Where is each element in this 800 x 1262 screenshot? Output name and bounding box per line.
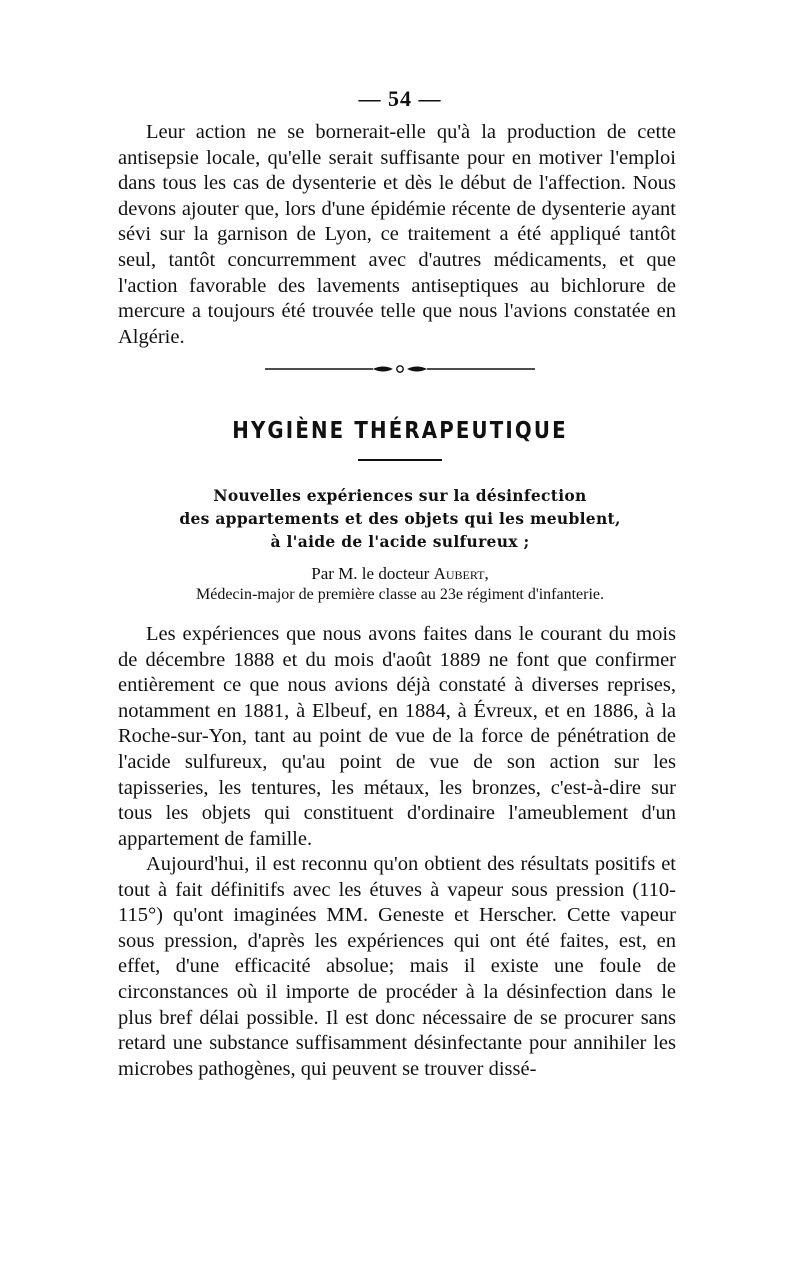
- fleuron-divider: [265, 362, 535, 376]
- article-subtitle-line-1: Nouvelles expériences sur la désinfection: [213, 486, 587, 505]
- author-name: Aubert,: [433, 564, 489, 583]
- body-paragraph-2: Aujourd'hui, il est reconnu qu'on obtient des résultats positifs et tout à fait définitifs avec les étuves à vapeur sous pression (110-115°) qu'ont imaginées MM. Geneste et Herscher. Cette vapeur sous pression, d'après les expériences qui ont été faites, est, en effet, d'une efficacité absolue; mais il existe une foule de circonstances où il importe de procéder à la désinfection dans le plus bref délai possible. Il est donc nécessaire de se procurer sans retard une substance suffisamment désinfectante pour annihiler les microbes pathogènes, qui peuvent se trouver dissé-: [118, 853, 676, 1080]
- author-byline: [0, 564, 800, 584]
- byline-prefix: Par M. le docteur: [311, 564, 430, 583]
- section-title: HYGIÈNE THÉRAPEUTIQUE: [232, 418, 568, 444]
- article-subtitle-line-3: à l'aide de l'acide sulfureux ;: [270, 532, 530, 551]
- article-subtitle-line-2: des appartements et des objets qui les meublent,: [179, 509, 621, 528]
- body-paragraph-1: Les expériences que nous avons faites dans le courant du mois de décembre 1888 et du mois d'août 1889 ne font que confirmer entièrement ce que nous avions déjà constaté à diverses reprises, notamment en 1881, à Elbeuf, en 1884, à Évreux, et en 1886, à la Roche-sur-Yon, tant au point de vue de la force de pénétration de l'acide sulfureux, qu'au point de vue de son action sur les tapisseries, les tentures, les métaux, les bronzes, c'est-à-dire sur tous les objets qui constituent d'ordinaire l'ameublement d'un appartement de famille.: [118, 623, 676, 850]
- intro-paragraph: Leur action ne se bornerait-elle qu'à la production de cette antisepsie locale, qu'elle serait suffisante pour en motiver l'emploi dans tous les cas de dysenterie et dès le début de l'affection. Nous devons ajouter que, lors d'une épidémie récente de dysenterie ayant sévi sur la garnison de Lyon, ce traitement a été appliqué tantôt seul, tantôt concurremment avec d'autres médicaments, et que l'action favorable des lavements antiseptiques au bichlorure de mercure a toujours été trouvée telle que nous l'avions constatée en Algérie.: [118, 121, 676, 348]
- title-underline: [358, 459, 442, 461]
- author-affiliation: Médecin-major de première classe au 23e régiment d'infanterie.: [195, 586, 605, 603]
- page-number: — 54 —: [358, 86, 442, 111]
